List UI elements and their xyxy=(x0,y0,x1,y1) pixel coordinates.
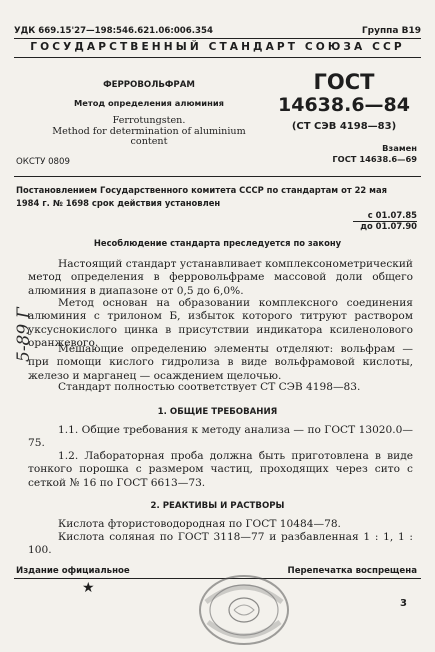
standard-banner: ГОСУДАРСТВЕННЫЙ СТАНДАРТ СОЮЗА ССР xyxy=(30,41,405,53)
header-rule-bottom xyxy=(14,57,421,58)
reprint-notice: Перепечатка воспрещена xyxy=(287,566,417,576)
margin-handwritten-note: 5-89 Г xyxy=(14,307,34,362)
section-2-item: Кислота фтористоводородная по ГОСТ 10484—78. xyxy=(58,518,341,530)
english-title-line: Ferrotungsten. xyxy=(112,115,186,126)
intro-paragraph: Метод основан на образовании комплексного соединения алюминия с трилоном Б, избыток которого титруют раствором уксуснокислого цинка в присутствии индикатора ксиленолового оранжевого. xyxy=(28,297,413,349)
intro-paragraph: Настоящий стандарт устанавливает комплексонометрический метод определения в ферровольфраме массовой доли общего алюминия в диапазоне от 0,5 до 6,0%. xyxy=(28,258,413,297)
header-rule-top xyxy=(14,38,421,39)
validity-to: до 01.07.90 xyxy=(360,221,417,231)
english-title xyxy=(38,116,260,148)
law-warning: Несоблюдение стандарта преследуется по закону xyxy=(93,238,342,248)
replaced-standard: ГОСТ 14638.6—69 xyxy=(332,154,417,164)
document-title: ФЕРРОВОЛЬФРАМ xyxy=(103,80,195,90)
star-icon: ★ xyxy=(82,580,95,596)
section-2-heading: 2. РЕАКТИВЫ И РАСТВОРЫ xyxy=(150,501,285,511)
decree-line: 1984 г. № 1698 срок действия установлен xyxy=(16,198,221,208)
english-title-line: Method for determination of aluminium xyxy=(52,125,246,137)
section-1-item: 1.1. Общие требования к методу анализа — по ГОСТ 13020.0—75. xyxy=(28,424,413,450)
udk-code: УДК 669.15'27—198:546.621.06:006.354 xyxy=(14,26,213,36)
validity-from: с 01.07.85 xyxy=(367,210,417,220)
intro-paragraph: Стандарт полностью соответствует СТ СЭВ 4198—83. xyxy=(58,381,361,393)
group-code: Группа В19 xyxy=(361,26,421,36)
replaced-label: Взамен xyxy=(382,143,417,153)
gost-label: ГОСТ xyxy=(313,70,375,94)
library-stamp xyxy=(196,572,292,652)
section-1-heading: 1. ОБЩИЕ ТРЕБОВАНИЯ xyxy=(157,407,278,417)
edition-label: Издание официальное xyxy=(16,566,130,576)
gost-number: 14638.6—84 xyxy=(278,94,410,116)
title-divider xyxy=(14,176,421,177)
page-number: 3 xyxy=(400,598,407,609)
decree-line: Постановлением Государственного комитета СССР по стандартам от 22 мая xyxy=(16,185,388,195)
decree-text xyxy=(16,184,419,210)
english-title-line: content xyxy=(130,136,168,148)
st-sev-reference: (СТ СЭВ 4198—83) xyxy=(291,121,397,132)
section-2-item: Кислота соляная по ГОСТ 3118—77 и разбавленная 1 : 1, 1 : 100. xyxy=(28,531,413,557)
document-subtitle: Метод определения алюминия xyxy=(74,98,224,108)
intro-paragraph: Мешающие определению элементы отделяют: вольфрам — при помощи кислого гидролиза в виде вольфрамовой кислоты, железо и марганец — осаждением щелочью. xyxy=(28,343,413,382)
okstu-code: ОКСТУ 0809 xyxy=(16,157,70,167)
section-1-item: 1.2. Лабораторная проба должна быть приготовлена в виде тонкого порошка с размером частиц, проходящих через сито с сеткой № 16 по ГОСТ 6613—73. xyxy=(28,450,413,489)
